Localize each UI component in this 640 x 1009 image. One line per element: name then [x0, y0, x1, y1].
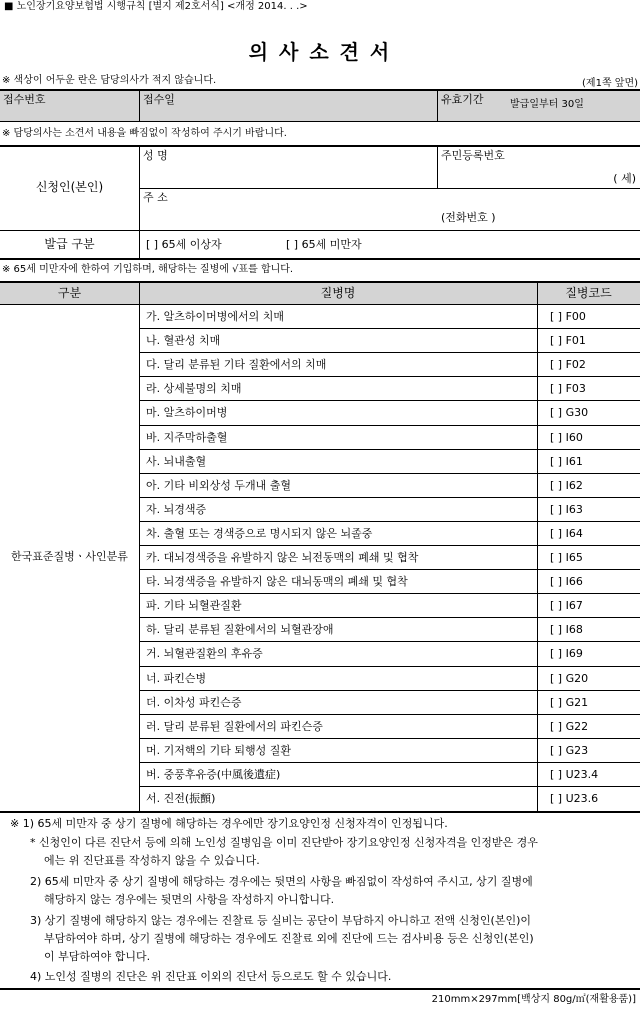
name-label: 성 명: [143, 149, 168, 162]
disease-name: 자. 뇌경색증: [146, 502, 207, 516]
disease-code-checkbox[interactable]: [ ] I67: [550, 599, 583, 613]
rule: [0, 145, 640, 147]
row-rule: [139, 762, 640, 763]
rule: [139, 188, 640, 189]
issue-option-65-over[interactable]: [ ] 65세 이상자: [146, 238, 222, 251]
row-rule: [139, 690, 640, 691]
footnote-1-sub-b: 에는 위 진단표를 작성하지 않을 수 있습니다.: [44, 854, 260, 867]
shade-note: ※ 색상이 어두운 란은 담당의사가 적지 않습니다.: [2, 75, 217, 86]
disease-code-checkbox[interactable]: [ ] I69: [550, 647, 583, 661]
disease-name: 러. 달리 분류된 질환에서의 파킨슨증: [146, 719, 323, 733]
row-rule: [139, 617, 640, 618]
disease-name: 머. 기저핵의 기타 퇴행성 질환: [146, 743, 291, 757]
row-rule: [139, 352, 640, 353]
disease-code-checkbox[interactable]: [ ] F00: [550, 310, 586, 323]
disease-code-checkbox[interactable]: [ ] I60: [550, 430, 583, 444]
disease-name: 라. 상세불명의 치매: [146, 382, 242, 396]
age-field: ( 세): [613, 172, 636, 185]
disease-name: 하. 달리 분류된 질환에서의 뇌혈관장애: [146, 623, 334, 637]
row-rule: [139, 497, 640, 498]
row-rule: [139, 786, 640, 787]
footnote-3a: 3) 상기 질병에 해당하지 않는 경우에는 진찰료 등 실비는 공단이 부담하지 아니하고 전액 신청인(본인)이: [30, 914, 531, 927]
rule: [0, 121, 640, 122]
disease-code-checkbox[interactable]: [ ] I61: [550, 454, 583, 468]
validity-label: 유효기간: [441, 93, 484, 106]
disease-code-checkbox[interactable]: [ ] G23: [550, 743, 589, 757]
row-rule: [139, 425, 640, 426]
disease-code-checkbox[interactable]: [ ] G21: [550, 695, 589, 709]
paper-spec: 210mm×297mm[백상지 80g/㎡(재활용품)]: [431, 994, 636, 1005]
footnote-3b: 부담하여야 하며, 상기 질병에 해당하는 경우에도 진찰료 외에 진단에 드는 검사비용 등은 신청인(본인): [44, 932, 534, 945]
footnote-2a: 2) 65세 미만자 중 상기 질병에 해당하는 경우에는 뒷면의 사항을 빠짐없이 작성하여 주시고, 상기 질병에: [30, 875, 533, 888]
row-rule: [139, 714, 640, 715]
disease-category: 한국표준질병ㆍ사인분류: [11, 550, 128, 563]
footnote-1: ※ 1) 65세 미만자 중 상기 질병에 해당하는 경우에만 장기요양인정 신청자격이 인정됩니다.: [10, 817, 448, 830]
row-rule: [139, 666, 640, 667]
divider: [537, 283, 538, 811]
disease-code-checkbox[interactable]: [ ] F01: [550, 334, 586, 348]
validity-value: 발급일부터 30일: [510, 99, 584, 110]
receipt-date-label: 접수일: [143, 93, 175, 106]
rule: [0, 811, 640, 813]
applicant-label: 신청인(본인): [35, 180, 104, 194]
divider: [139, 91, 140, 121]
page-title: 의 사 소 견 서: [248, 40, 392, 64]
disease-name: 버. 중풍후유증(中風後遺症): [146, 767, 281, 781]
footnote-2b: 해당하지 않는 경우에는 뒷면의 사항을 작성하지 아니합니다.: [44, 893, 335, 906]
disease-code-checkbox[interactable]: [ ] F02: [550, 358, 586, 372]
phone-field: (전화번호 ): [441, 211, 496, 224]
disease-code-checkbox[interactable]: [ ] I62: [550, 478, 583, 492]
page-note: (제1쪽 앞면): [582, 78, 638, 89]
row-rule: [139, 376, 640, 377]
disease-name: 아. 기타 비외상성 두개내 출혈: [146, 478, 291, 492]
row-rule: [139, 545, 640, 546]
disease-name: 파. 기타 뇌혈관질환: [146, 599, 242, 613]
rule: [0, 304, 640, 305]
disease-name: 타. 뇌경색증을 유발하지 않은 대뇌동맥의 폐쇄 및 협착: [146, 575, 408, 589]
row-rule: [139, 569, 640, 570]
divider: [437, 147, 438, 188]
disease-code-checkbox[interactable]: [ ] F03: [550, 382, 586, 396]
law-reference: ■ 노인장기요양보험법 시행규칙 [별지 제2호서식] <개정 2014. . .>: [4, 1, 308, 12]
row-rule: [139, 449, 640, 450]
disease-name: 너. 파킨슨병: [146, 671, 207, 685]
rule: [0, 258, 640, 260]
disease-name: 바. 지주막하출혈: [146, 430, 228, 444]
divider: [139, 283, 140, 811]
address-label: 주 소: [143, 191, 168, 204]
disease-name: 나. 혈관성 치매: [146, 334, 221, 348]
divider: [437, 91, 438, 121]
footnote-3c: 이 부담하여야 합니다.: [44, 950, 151, 963]
under65-note: ※ 65세 미만자에 한하여 기입하며, 해당하는 질병에 √표를 합니다.: [2, 264, 294, 275]
disease-code-checkbox[interactable]: [ ] I66: [550, 575, 583, 589]
disease-name: 차. 출혈 또는 경색증으로 명시되지 않은 뇌졸중: [146, 526, 373, 540]
rule: [0, 230, 640, 231]
row-rule: [139, 400, 640, 401]
doctor-note: ※ 담당의사는 소견서 내용을 빠짐없이 작성하여 주시기 바랍니다.: [2, 128, 287, 139]
col-header-code: 질병코드: [565, 286, 612, 300]
receipt-no-label: 접수번호: [3, 93, 46, 106]
disease-name: 다. 달리 분류된 기타 질환에서의 치매: [146, 358, 327, 372]
row-rule: [139, 521, 640, 522]
disease-code-checkbox[interactable]: [ ] G22: [550, 719, 589, 733]
row-rule: [139, 593, 640, 594]
disease-name: 가. 알츠하이머병에서의 치매: [146, 310, 285, 323]
disease-code-checkbox[interactable]: [ ] U23.4: [550, 767, 599, 781]
disease-code-checkbox[interactable]: [ ] G20: [550, 671, 589, 685]
row-rule: [139, 738, 640, 739]
divider: [139, 230, 140, 258]
disease-name: 거. 뇌혈관질환의 후유증: [146, 647, 263, 661]
disease-name: 서. 진전(振顫): [146, 792, 216, 805]
disease-code-checkbox[interactable]: [ ] I63: [550, 502, 583, 516]
issue-label: 발급 구분: [44, 237, 95, 251]
footnote-1-sub-a: * 신청인이 다른 진단서 등에 의해 노인성 질병임을 이미 진단받아 장기요양인정 신청자격을 인정받은 경우: [30, 836, 538, 849]
issue-option-65-under[interactable]: [ ] 65세 미만자: [286, 238, 362, 251]
col-header-disease: 질병명: [320, 286, 356, 300]
disease-code-checkbox[interactable]: [ ] I65: [550, 551, 583, 564]
disease-code-checkbox[interactable]: [ ] I64: [550, 526, 583, 540]
disease-name: 마. 알츠하이머병: [146, 406, 228, 420]
row-rule: [139, 328, 640, 329]
row-rule: [139, 473, 640, 474]
disease-code-checkbox[interactable]: [ ] I68: [550, 623, 583, 637]
resident-id-label: 주민등록번호: [441, 149, 505, 162]
disease-name: 더. 이차성 파킨슨증: [146, 695, 242, 709]
disease-code-checkbox[interactable]: [ ] G30: [550, 406, 589, 420]
bottom-rule: [0, 988, 640, 990]
footnote-4: 4) 노인성 질병의 진단은 위 진단표 이외의 진단서 등으로도 할 수 있습니다.: [30, 970, 392, 983]
col-header-category: 구분: [57, 286, 82, 300]
disease-name: 사. 뇌내출혈: [146, 454, 207, 468]
disease-name: 카. 대뇌경색증을 유발하지 않은 뇌전동맥의 폐쇄 및 협착: [146, 551, 419, 564]
disease-code-checkbox[interactable]: [ ] U23.6: [550, 792, 599, 805]
row-rule: [139, 641, 640, 642]
